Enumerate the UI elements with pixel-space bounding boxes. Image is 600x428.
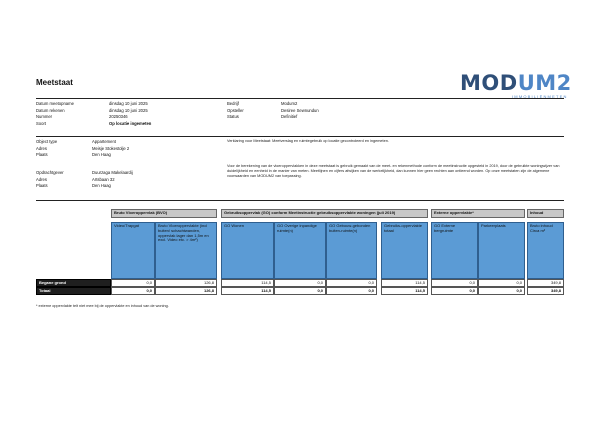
table-cell: 114,5 [381,279,428,287]
table-cell: 0,0 [274,279,326,287]
col-header-go-overige: GO Overige inpandige ruimte(n) [274,222,326,279]
info-label: Nummer [36,114,53,119]
table-cell: 114,5 [221,287,274,295]
divider-middle [36,136,564,137]
table-cell: 0,0 [478,279,525,287]
info-value: Op locatie ingemeten [109,120,152,126]
info-label: Object type [36,139,58,144]
info-value: Den Haag [92,183,111,188]
info-value: Meisje Stokestolje 2 [92,145,130,151]
col-header-video-trapgat: Video/Trapgat [111,222,155,279]
method-paragraph: Voor de berekening van de vloeroppervlakken in deze meetstaat is gebruik gemaakt van de meet- en rekenmethode conform de meetinstructie opgesteld in 2019, door de gebruikte woningwijzer van duidelijkheid en eenheid in de manier van meten. Meetlijnen en cijfers afwijken van de werkelijkheid, dan kunnen hier geen rechten aan ontleend worden. Op onze meetstaten zijn de algemene voorwaarden van MODUM2 van toepassing. [227,164,560,178]
row-label-begane-grond: Begane grond [36,279,111,287]
table-cell: 349,8 [527,279,564,287]
info-value: Modum2 [281,101,298,106]
info-value: Desiree Sewnundun [281,107,319,113]
table-cell: 0,0 [111,279,155,287]
table-cell: 0,0 [478,287,525,295]
info-value: 20250346 [109,114,128,119]
col-header-bruto-inhoud: Bruto inhoud Circa m³ [527,222,564,279]
row-label-totaal: Totaal [36,287,111,295]
logo-accent-text: UM2 [517,71,572,95]
info-label: Opdrachtgever [36,170,64,175]
info-value: Artsbaan 32 [92,176,115,182]
info-value: dinsdag 10 juni 2025 [109,101,148,106]
info-label: Plaats [36,183,48,188]
table-cell: 0,0 [274,287,326,295]
col-header-externe-berging: GO Externe bergruimte [431,222,478,279]
group-header-bvo: Bruto Vloeroppervlak (BVO) [111,209,217,218]
info-label: Adres [36,145,47,151]
info-label: Adres [36,176,47,182]
col-header-parkeerplaats: Parkeerplaats [478,222,525,279]
group-header-externe: Externe oppervlakte* [431,209,525,218]
divider-top [36,98,564,99]
verklaring-text: Verklaring voor Meetstaat: Meetverslag en ruimtegebruik op locatie gecontroleerd en ingemeten. [227,139,389,143]
divider-bottom [36,200,564,201]
info-value: Duurzaga Makelaardij [92,170,133,175]
table-cell: 114,5 [221,279,274,287]
logo-tagline: IMMOBILIËNMETEN [512,94,568,99]
logo-main-text: MOD [460,71,518,95]
table-cell: 0,0 [326,279,377,287]
table-cell: 0,0 [431,287,478,295]
col-header-bruto-vloeroppervlakte: Bruto Vloeroppervlakte (incl buiten/ schachtwanden, oppervlak lager dan 1,5m en excl. Video etc. > 4m²) [155,222,217,279]
info-label: Plaats [36,152,48,157]
info-value: dinsdag 10 juni 2025 [109,107,148,113]
info-label: Datum meetopname [36,101,74,106]
info-label: Datum rekenen [36,107,65,113]
info-value: Den Haag [92,152,111,157]
info-value: Definitief [281,114,298,119]
table-cell: 0,0 [326,287,377,295]
table-cell: 126,8 [155,287,217,295]
logo-wordmark [460,72,572,94]
page-title: Meetstaat [36,78,73,87]
info-value: Appartement [92,139,116,144]
info-label: Soort [36,120,47,126]
info-label: Status [227,114,239,119]
footnote: * externe oppervlakte telt niet mee bij de oppervlakte en inhoud van de woning. [36,304,169,308]
col-header-go-buitenruimte: GO Gebouw-gebonden buiten-ruimte(n) [326,222,377,279]
company-logo [460,71,572,104]
group-header-go: Gebruiksoppervlak (GO) conform Meetinstructie gebruiksoppervlakte woningen (juli 2019) [221,209,428,218]
info-label: Opsteller [227,107,244,113]
col-header-go-wonen: GO Wonen [221,222,274,279]
col-header-go-totaal: Gebruiks-oppervlakte totaal [381,222,428,279]
table-cell: 349,8 [527,287,564,295]
table-cell: 114,5 [381,287,428,295]
group-header-inhoud: Inhoud [527,209,564,218]
table-cell: 0,0 [111,287,155,295]
info-label: Bedrijf [227,101,239,106]
table-cell: 0,0 [431,279,478,287]
table-cell: 126,8 [155,279,217,287]
